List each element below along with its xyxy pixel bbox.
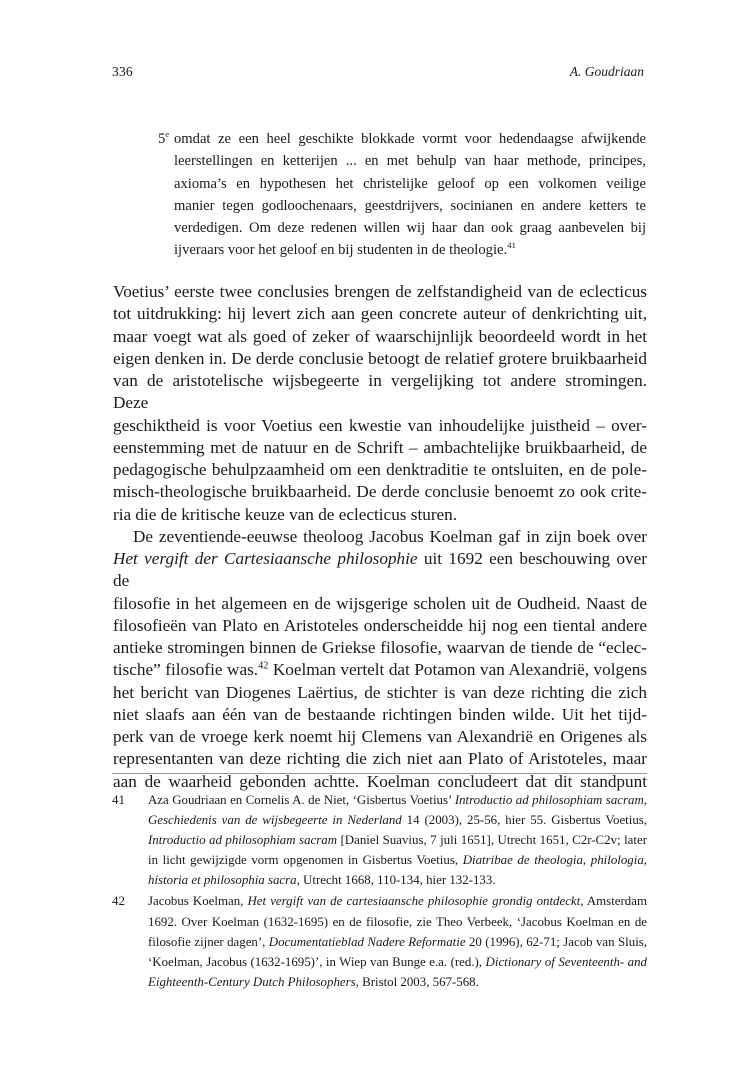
paragraph xyxy=(113,526,647,793)
text-line: eigen denken in. De derde conclusie betoogt de relatief grotere bruikbaarheid xyxy=(113,348,647,368)
footnote-text: Jacobus Koelman, Het vergift van de cartesiaansche philosophie grondig ontdeckt, Amsterdam 1692. Over Koelman (1632-1695) en de filosofie, zie Theo Verbeek, ‘Jacobus Koelman en de filosofie zijner dagen’, Documentatieblad Nadere Reformatie 20 (1996), 62-71; Jacob van Sluis, ‘Koelman, Jacobus (1632-1695)’, in Wiep van Bunge e.a. (red.), Dictionary of Seventeenth- and Eighteenth-Century Dutch Philosophers, Bristol 2003, 567-568. xyxy=(148,894,648,989)
text-line: misch-theologische bruikbaarheid. De derde conclusie benoemt zo ook crite- xyxy=(113,482,647,502)
text-line: ria die de kritische keuze van de eclecticus sturen. xyxy=(113,504,458,524)
quote-number: 5e xyxy=(158,129,170,147)
text-line: eenstemming met de natuur en de Schrift – ambachtelijke bruikbaarheid, de xyxy=(113,437,647,457)
text-line: maar voegt wat als goed of zeker of waarschijnlijk beoordeeld wordt in het xyxy=(113,326,647,346)
text-line: filosofie in het algemeen en de wijsgerige scholen uit de Oudheid. Naast de xyxy=(113,593,647,613)
text-line: aan de waarheid gebonden achtte. Koelman concludeert dat dit standpunt xyxy=(113,771,647,791)
text-line: pedagogische behulpzaamheid om een denktraditie te ontsluiten, en de pole- xyxy=(113,460,647,479)
text-line: Voetius’ eerste twee conclusies brengen de zelfstandigheid van de eclecticus xyxy=(113,282,647,301)
footnotes xyxy=(112,790,647,993)
text-line: perk van de vroege kerk noemt hij Clemens van Alexandrië en Origenes als xyxy=(113,727,647,746)
footnote-text: Aza Goudriaan en Cornelis A. de Niet, ‘Gisbertus Voetius’ Introductio ad philosophiam sacram, Geschiedenis van de wijsbegeerte in Nederland 14 (2003), 25-56, hier 55. Gisbertus Voetius, Introductio ad philosophiam sacram [Daniel Suavius, 7 juli 1651], Utrecht 1651, C2r-C2v; later in licht gewijzigde vorm opgenomen in Gisbertus Voetius, Diatribae de theologia, philologia, historia et philosophia sacra, Utrecht 1668, 110-134, hier 132-133. xyxy=(148,793,648,888)
footnote-ref-41[interactable]: 41 xyxy=(507,240,516,251)
text-line: tot uitdrukking: hij levert zich aan geen concrete auteur of denkrichting uit, xyxy=(113,304,647,324)
footnote-number: 42 xyxy=(112,894,125,909)
text-line: geschiktheid is voor Voetius een kwestie van inhoudelijke juistheid – over- xyxy=(113,415,647,435)
footnote-number: 41 xyxy=(112,793,125,807)
quote-line: verdedigen. Om deze redenen willen wij haar dan ook graag aanbevelen bij xyxy=(174,220,646,237)
quote-line: axioma’s en hypothesen het christelijke geloof op een volkomen veilige xyxy=(174,175,646,192)
footnote-42 xyxy=(112,891,647,991)
text-line: antieke stromingen binnen de Griekse filosofie, waarvan de tiende de “eclec- xyxy=(113,638,647,657)
text-line: representanten van deze richting die zich niet aan Plato of Aristoteles, maar xyxy=(113,749,647,769)
quote-line: leerstellingen en ketterijen ... en met behulp van haar methode, principes, xyxy=(174,153,646,170)
running-head: A. Goudriaan xyxy=(569,64,644,79)
footnote-ref-42[interactable]: 42 xyxy=(258,660,269,672)
text-line: het bericht van Diogenes Laërtius, de stichter is van deze richting die zich xyxy=(113,682,647,702)
quote-line: omdat ze een heel geschikte blokkade vormt voor hedendaagse afwijkende xyxy=(174,131,646,147)
book-title: Het vergift der Cartesiaansche philosophie xyxy=(113,549,418,568)
quote-line-last: ijveraars voor het geloof en bij studenten in de theologie.$^{41}$ xyxy=(174,240,516,259)
text-line: De zeventiende-eeuwse theoloog Jacobus Koelman gaf in zijn boek over xyxy=(133,526,647,546)
paragraph xyxy=(113,281,647,526)
text-line: filosofieën van Plato en Aristoteles onderscheidde hij nog een tiental andere xyxy=(113,615,647,635)
text-line: niet slaafs aan één van de bestaande richtingen binden wilde. Uit het tijd- xyxy=(113,704,647,724)
quote-line: manier tegen godloochenaars, geestdrijvers, socinianen en andere ketters te xyxy=(174,197,646,214)
text-line: tische” filosofie was.$^{42}$ Koelman vertelt dat Potamon van Alexandrië, volgens xyxy=(113,660,647,680)
text-line: Het vergift der Cartesiaansche philosophie uit 1692 een beschouwing over de xyxy=(113,549,647,591)
footnote-divider xyxy=(112,773,647,774)
text-line: van de aristotelische wijsbegeerte in vergelijking tot andere stromingen. Deze xyxy=(113,371,647,413)
body-text xyxy=(113,281,647,793)
block-quote xyxy=(158,128,646,262)
page-number: 336 xyxy=(112,64,133,79)
footnote-41 xyxy=(112,790,647,890)
